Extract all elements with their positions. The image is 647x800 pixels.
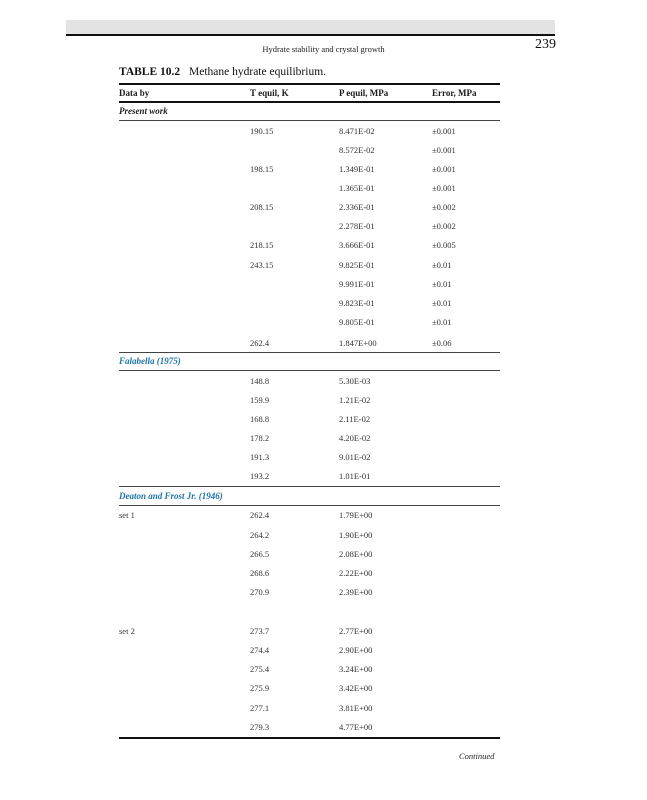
header-bottom-rule	[119, 101, 500, 103]
p-equil-cell: 3.81E+00	[339, 703, 373, 713]
t-equil-cell: 198.15	[250, 164, 274, 174]
p-equil-cell: 1.01E-01	[339, 471, 371, 481]
t-equil-cell: 275.4	[250, 664, 270, 674]
p-equil-cell: 3.24E+00	[339, 664, 373, 674]
t-equil-cell: 190.15	[250, 126, 274, 136]
error-cell: ±0.001	[432, 164, 456, 174]
p-equil-cell: 9.823E-01	[339, 298, 375, 308]
error-cell: ±0.01	[432, 317, 452, 327]
p-equil-cell: 1.847E+00	[339, 338, 377, 348]
p-equil-cell: 2.90E+00	[339, 645, 373, 655]
set-label: set 2	[119, 626, 135, 636]
t-equil-cell: 264.2	[250, 530, 270, 540]
col-header-t-equil: T equil, K	[250, 88, 289, 98]
error-cell: ±0.001	[432, 183, 456, 193]
p-equil-cell: 2.77E+00	[339, 626, 373, 636]
t-equil-cell: 243.15	[250, 260, 274, 270]
section-rule	[119, 505, 500, 506]
p-equil-cell: 2.336E-01	[339, 202, 375, 212]
section-rule	[119, 120, 500, 121]
t-equil-cell: 277.1	[250, 703, 270, 713]
t-equil-cell: 262.4	[250, 510, 270, 520]
p-equil-cell: 2.11E-02	[339, 414, 371, 424]
page-number: 239	[535, 37, 556, 52]
p-equil-cell: 2.08E+00	[339, 549, 373, 559]
p-equil-cell: 1.365E-01	[339, 183, 375, 193]
error-cell: ±0.001	[432, 145, 456, 155]
t-equil-cell: 159.9	[250, 395, 270, 405]
error-cell: ±0.01	[432, 279, 452, 289]
error-cell: ±0.01	[432, 260, 452, 270]
error-cell: ±0.002	[432, 202, 456, 212]
p-equil-cell: 1.90E+00	[339, 530, 373, 540]
p-equil-cell: 2.278E-01	[339, 221, 375, 231]
header-rule	[66, 34, 555, 36]
section-divider	[119, 352, 500, 353]
set-label: set 1	[119, 510, 135, 520]
p-equil-cell: 2.22E+00	[339, 568, 373, 578]
t-equil-cell: 178.2	[250, 433, 270, 443]
t-equil-cell: 279.3	[250, 722, 270, 732]
error-cell: ±0.002	[432, 221, 456, 231]
error-cell: ±0.06	[432, 338, 452, 348]
t-equil-cell: 270.9	[250, 587, 270, 597]
table-bottom-rule	[119, 737, 500, 739]
t-equil-cell: 266.5	[250, 549, 270, 559]
p-equil-cell: 3.42E+00	[339, 683, 373, 693]
error-cell: ±0.005	[432, 240, 456, 250]
t-equil-cell: 208.15	[250, 202, 274, 212]
p-equil-cell: 1.349E-01	[339, 164, 375, 174]
t-equil-cell: 191.3	[250, 452, 270, 462]
t-equil-cell: 148.8	[250, 376, 270, 386]
section-divider	[119, 486, 500, 487]
error-cell: ±0.001	[432, 126, 456, 136]
t-equil-cell: 268.6	[250, 568, 270, 578]
p-equil-cell: 3.666E-01	[339, 240, 375, 250]
table-title: Methane hydrate equilibrium.	[189, 66, 327, 78]
col-header-p-equil: P equil, MPa	[339, 88, 389, 98]
table-top-rule	[119, 83, 500, 85]
t-equil-cell: 274.4	[250, 645, 270, 655]
table-caption	[119, 66, 326, 78]
p-equil-cell: 8.471E-02	[339, 126, 375, 136]
section-title-falabella[interactable]: Falabella (1975)	[119, 356, 181, 366]
header-band	[66, 20, 555, 34]
section-title-deaton-frost[interactable]: Deaton and Frost Jr. (1946)	[119, 491, 223, 501]
section-title-present-work: Present work	[119, 106, 168, 116]
t-equil-cell: 218.15	[250, 240, 274, 250]
section-rule	[119, 370, 500, 371]
p-equil-cell: 9.805E-01	[339, 317, 375, 327]
t-equil-cell: 193.2	[250, 471, 270, 481]
col-header-data-by: Data by	[119, 88, 150, 98]
p-equil-cell: 8.572E-02	[339, 145, 375, 155]
t-equil-cell: 262.4	[250, 338, 270, 348]
p-equil-cell: 4.20E-02	[339, 433, 371, 443]
p-equil-cell: 9.01E-02	[339, 452, 371, 462]
t-equil-cell: 273.7	[250, 626, 270, 636]
error-cell: ±0.01	[432, 298, 452, 308]
p-equil-cell: 5.30E-03	[339, 376, 371, 386]
running-title: Hydrate stability and crystal growth	[262, 44, 385, 54]
p-equil-cell: 4.77E+00	[339, 722, 373, 732]
t-equil-cell: 168.8	[250, 414, 270, 424]
p-equil-cell: 9.825E-01	[339, 260, 375, 270]
p-equil-cell: 9.991E-01	[339, 279, 375, 289]
t-equil-cell: 275.9	[250, 683, 270, 693]
table-label: TABLE 10.2	[119, 66, 181, 78]
p-equil-cell: 1.79E+00	[339, 510, 373, 520]
p-equil-cell: 1.21E-02	[339, 395, 371, 405]
continued-note: Continued	[459, 751, 495, 761]
p-equil-cell: 2.39E+00	[339, 587, 373, 597]
col-header-error: Error, MPa	[432, 88, 477, 98]
